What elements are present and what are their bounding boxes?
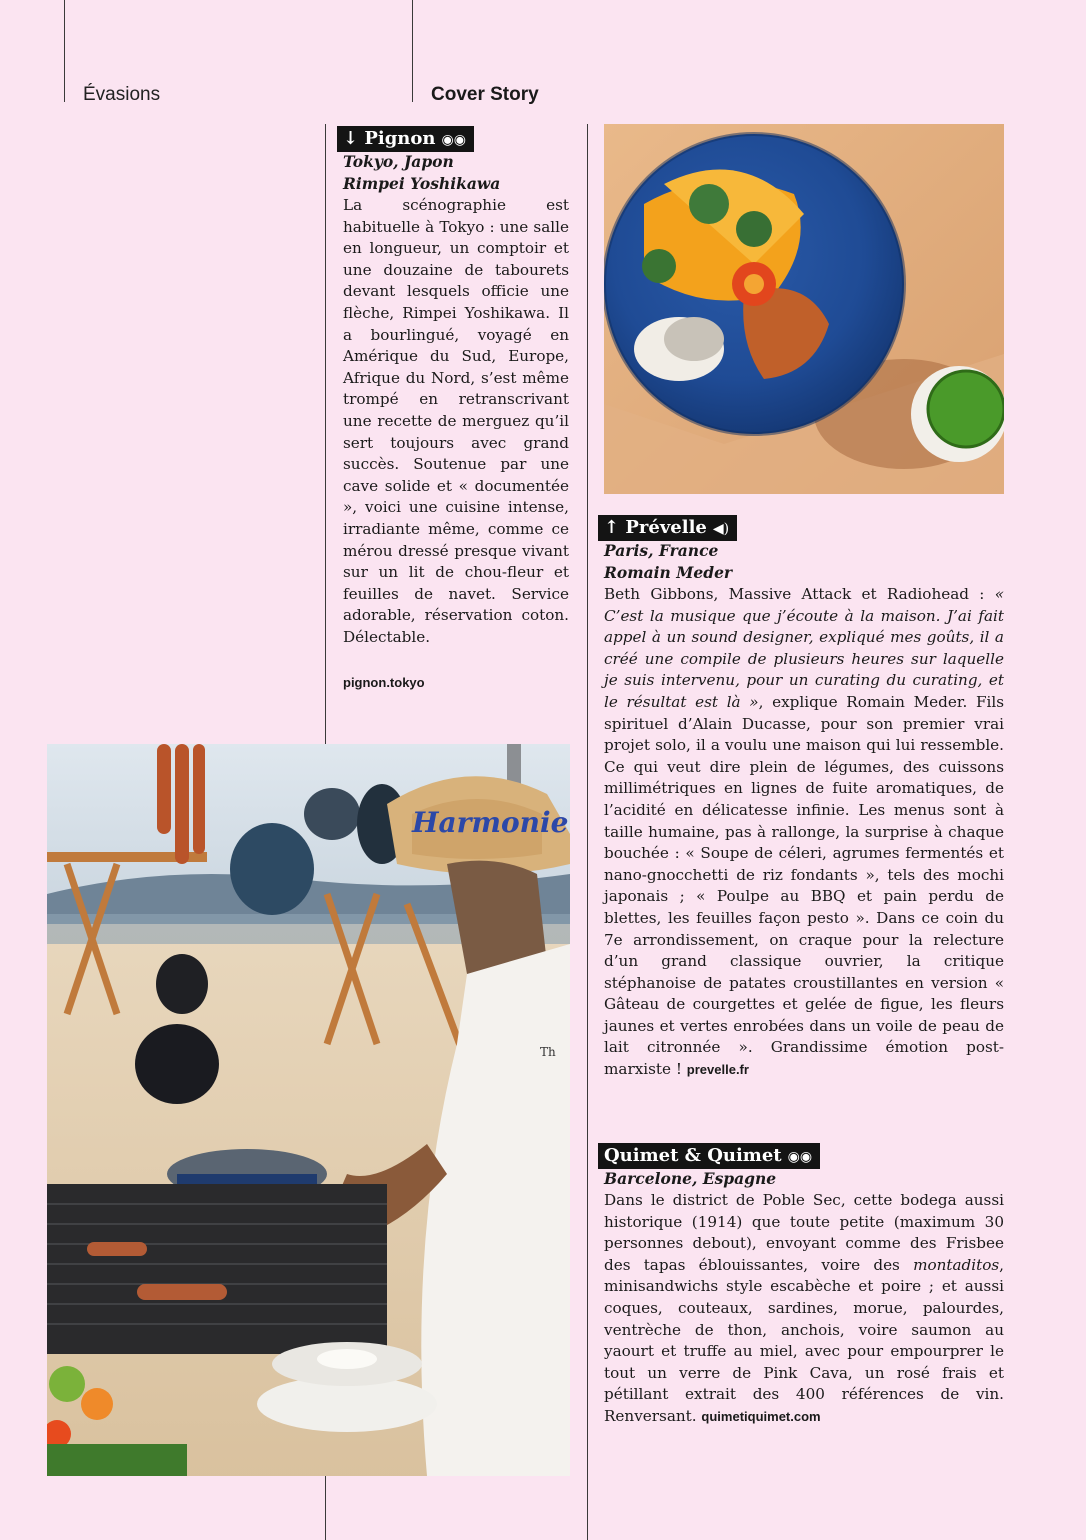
pignon-link[interactable]: pignon.tokyo — [343, 675, 425, 690]
quimet-tag-label: Quimet & Quimet — [604, 1145, 782, 1166]
pignon-text: La scénographie est habituelle à Tokyo : une salle en longueur, un comptoir et une douzaine de tabourets devant lesquels officie une flèche, Rimpei Yoshikawa. Il a bourlingué, voyagé en Amérique du Sud, Europe, Afrique du Nord, s’est même trompé en retranscrivant une recette de merguez qu’il sert toujours avec grand succès. Soutenue par une cave solide et « documentée », voici une cuisine intense, irradiante même, comme ce mérou dressé presque vivant sur un lit de chou-fleur et feuilles de navet. Service adorable, réservation coton. Délectable. — [343, 196, 569, 646]
glasses-icon: ◉◉ — [441, 132, 466, 148]
section-title: Cover Story — [431, 84, 539, 105]
prevelle-location: Paris, France — [604, 541, 719, 560]
prevelle-body — [604, 584, 1004, 1081]
pignon-location: Tokyo, Japon — [343, 152, 454, 171]
glasses-icon: ◉◉ — [787, 1149, 813, 1165]
quimet-link[interactable]: quimetiquimet.com — [701, 1408, 821, 1424]
top-rule-right — [412, 0, 413, 102]
quimet-location: Barcelone, Espagne — [604, 1169, 777, 1188]
prevelle-link[interactable]: prevelle.fr — [686, 1062, 749, 1078]
dish-photo — [604, 124, 1004, 494]
quimet-text-b: , minisandwichs style escabèche et poire ; et aussi coques, couteaux, sardines, morue, palourdes, ventrèche de thon, anchois, voire saumon au yaourt et truffe au miel, avec pour empourprer le tout un verre de Pink Cava, un rosé frais et pétillant extrait des 400 références de vin. Renversant. — [604, 1255, 1004, 1425]
prevelle-text-lead: Beth Gibbons, Massive Attack et Radiohead : — [604, 585, 995, 603]
quimet-body — [604, 1190, 1004, 1428]
megaphone-icon: ◀) — [712, 521, 730, 537]
prevelle-quote: « C’est la musique que j’écoute à la maison. J’ai fait appel à un sound designer, expliqué mes goûts, il a créé une compile de plusieurs heures sur laquelle je suis intervenu, pour un curating du curating, et le résultat est là » — [604, 585, 1004, 711]
column-rule-right — [587, 124, 588, 1540]
quimet-text-a: Dans le district de Poble Sec, cette bodega aussi historique (1914) que toute petite (maximum 30 personnes debout), envoyant comme des Frisbee des tapas éblouissantes, voire des — [604, 1191, 1004, 1274]
prevelle-tag-label: ↑ Prévelle — [604, 517, 707, 538]
hat-text: Harmonie — [412, 806, 569, 839]
chef-photo — [47, 744, 570, 1476]
quimet-tag — [598, 1143, 820, 1169]
pignon-chef: Rimpei Yoshikawa — [343, 174, 501, 193]
quimet-text-em: montaditos — [913, 1255, 1000, 1274]
section-label: Évasions — [83, 84, 161, 105]
apron-text: Th — [540, 1045, 556, 1059]
pignon-tag — [337, 126, 474, 152]
prevelle-tag — [598, 515, 737, 541]
pignon-tag-label: ↓ Pignon — [343, 128, 436, 149]
pignon-body — [343, 195, 569, 648]
top-rule-left — [64, 0, 65, 102]
prevelle-text-rest: , explique Romain Meder. Fils spirituel d’Alain Ducasse, pour son premier vrai projet solo, il a voulu une maison qui lui ressemble. Ce qui veut dire plein de légumes, des cuissons millimétriques en lignes de fuite aromatiques, de l’acidité en délicatesse infinie. Les menus sont à taille humaine, pas à rallonge, la surprise à chaque bouchée : « Soupe de céleri, agrumes fermentés et nano-gnocchetti de riz fondants », tels des mochi japonais ; « Poulpe au BBQ et pain perdu de blettes, les feuilles façon pesto ». Dans ce coin du 7e arrondissement, on craque pour la relecture d’un grand classique ouvrier, la critique stéphanoise de patates croustillantes en version « Gâteau de courgettes et gelée de figue, les fleurs jaunes et vertes enrobées dans un voile de peau de lait citronnée ». Grandissime émotion post-marxiste ! — [604, 692, 1004, 1079]
prevelle-chef: Romain Meder — [604, 563, 733, 582]
